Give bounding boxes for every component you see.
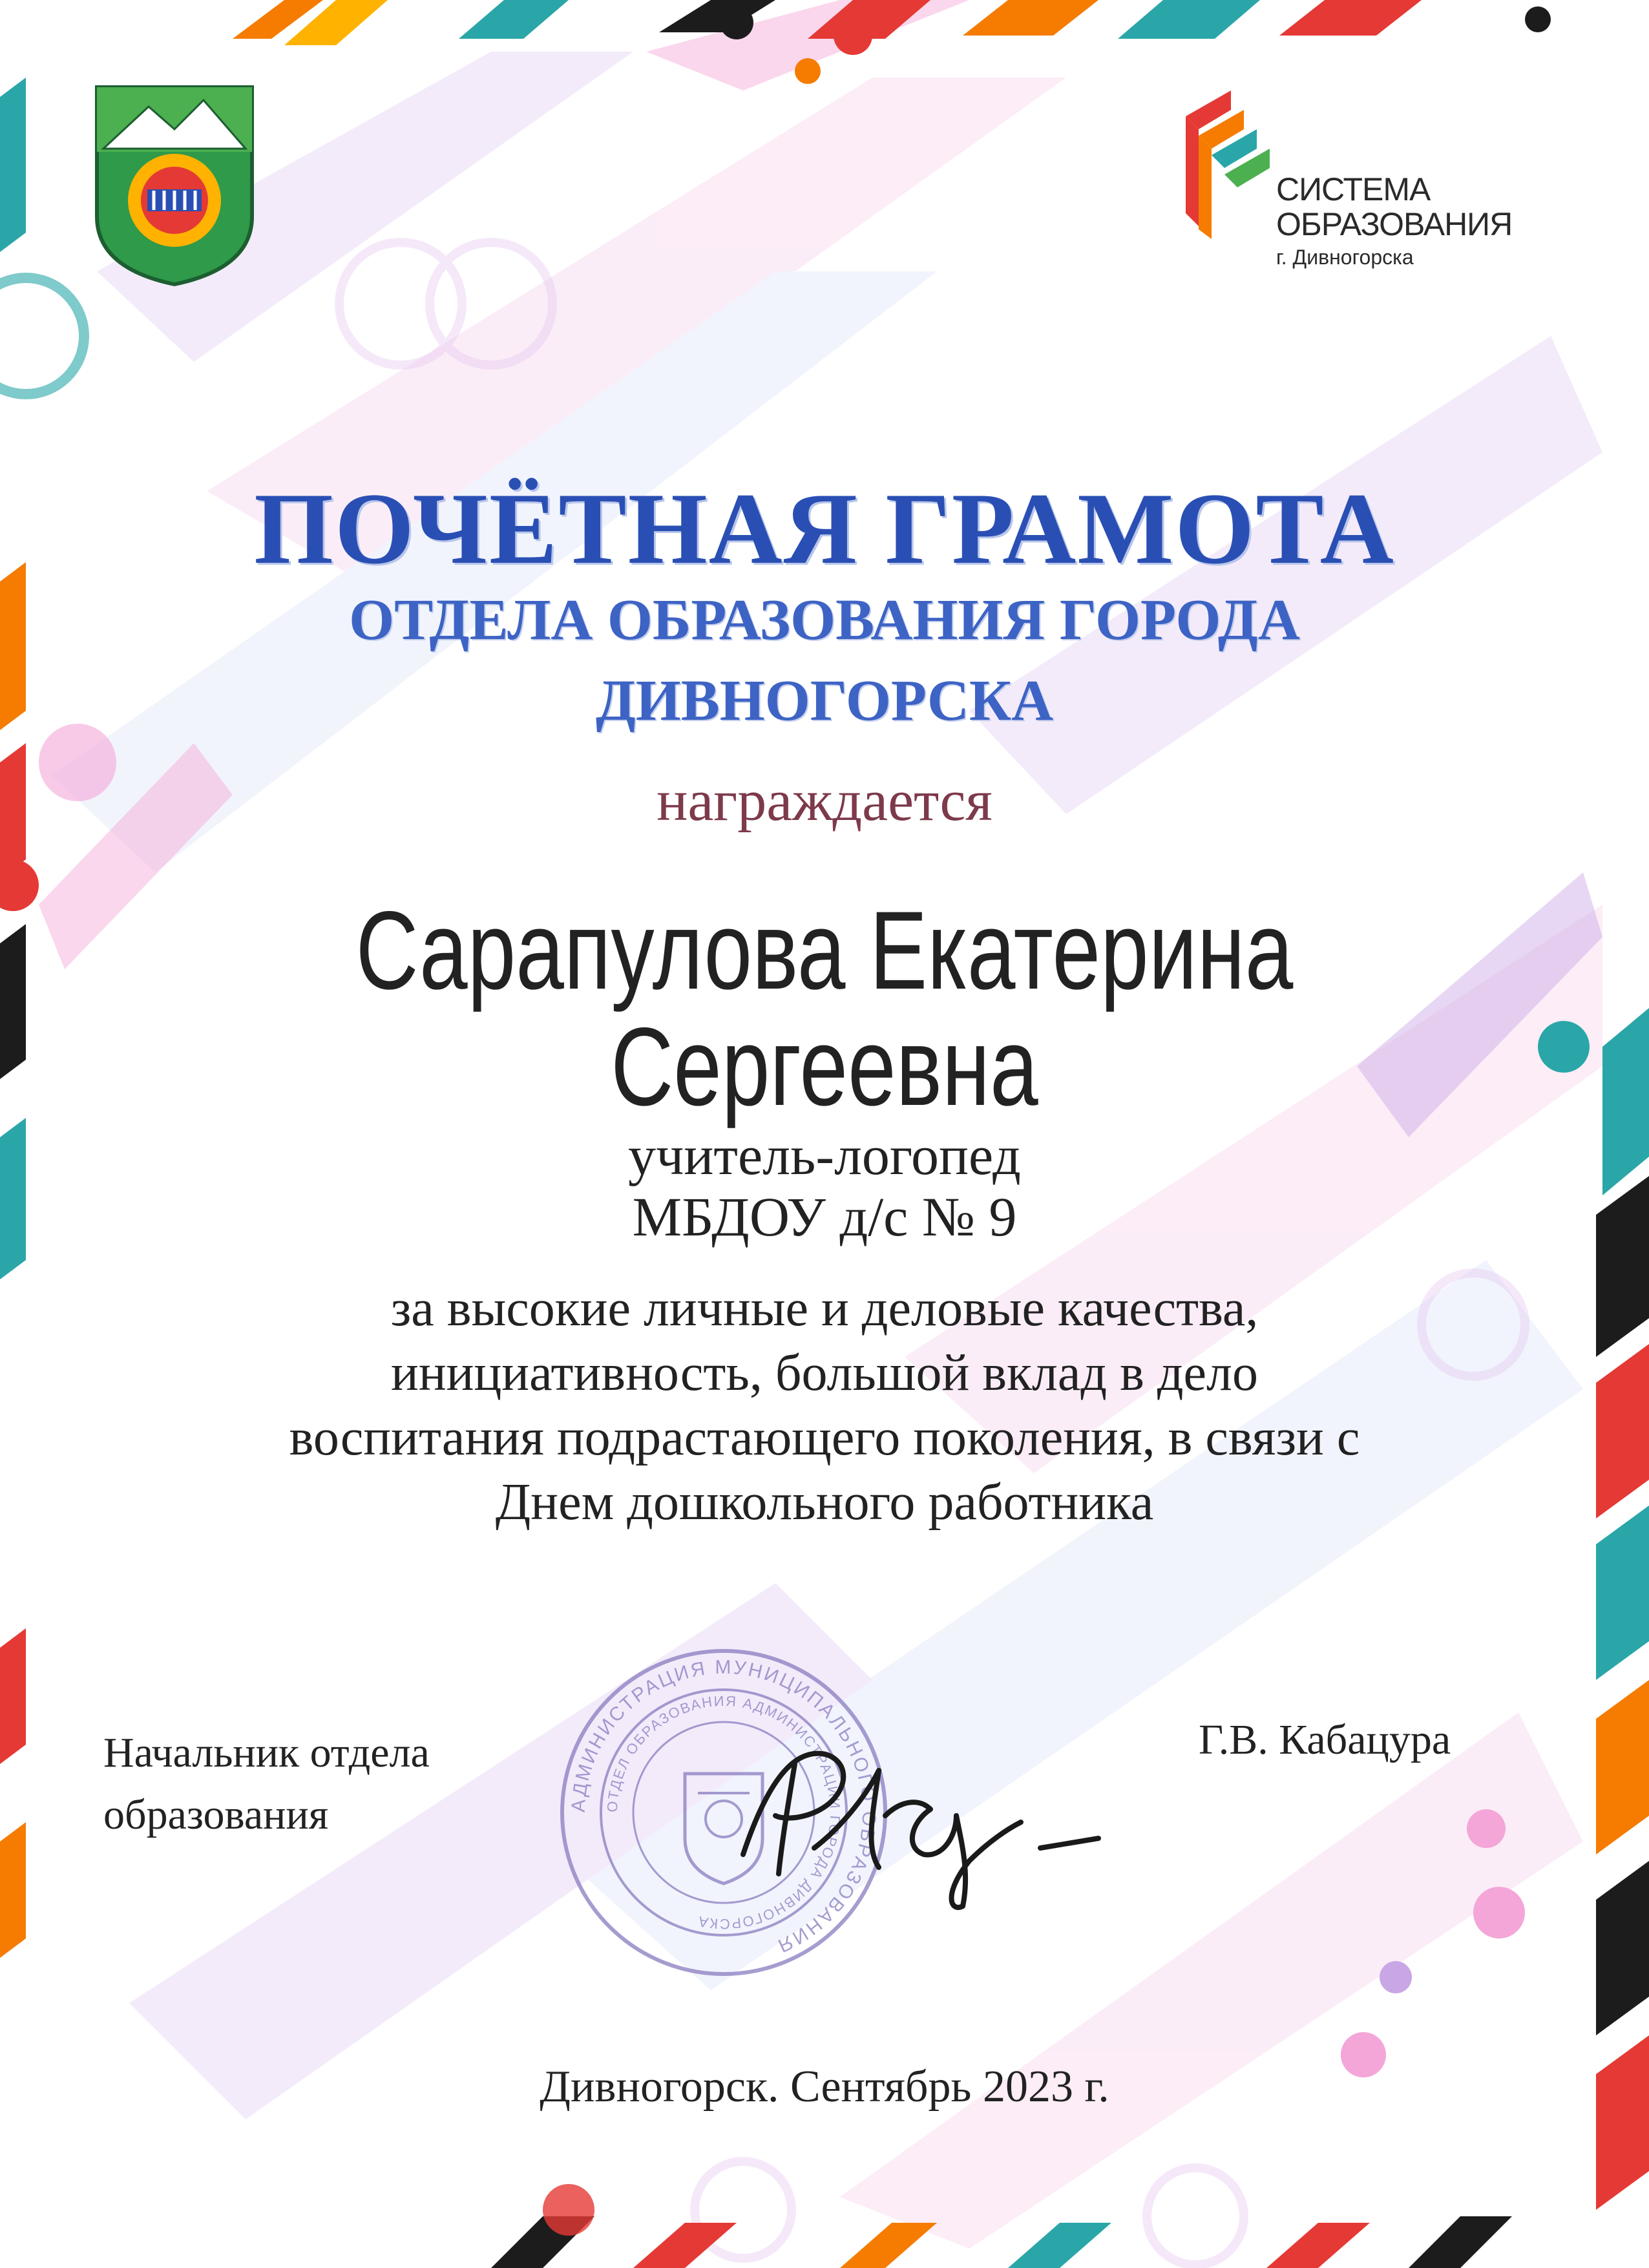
place-date-footer: Дивногорск. Сентябрь 2023 г. bbox=[540, 2062, 1109, 2112]
handwritten-signature bbox=[717, 1719, 1118, 1913]
stamp-inner-text: ОТДЕЛ ОБРАЗОВАНИЯ АДМИНИСТРАЦИИ ГОРОДА ДИВНОГОРСКА bbox=[604, 1692, 844, 1933]
recipient-position-line1: учитель-логопед bbox=[628, 1124, 1021, 1186]
recipient-name-line2: Сергеевна bbox=[611, 1005, 1038, 1129]
system-education-logo-icon bbox=[1186, 78, 1276, 271]
system-logo-text-line1: СИСТЕМА bbox=[1276, 171, 1431, 207]
signatory-title-line1: Начальник отдела bbox=[103, 1729, 430, 1776]
stamp-outer-text: АДМИНИСТРАЦИЯ МУНИЦИПАЛЬНОГО ОБРАЗОВАНИЯ bbox=[567, 1656, 880, 1957]
signatory-title bbox=[103, 1722, 430, 1845]
coat-of-arms-icon bbox=[90, 81, 258, 288]
certificate-subtitle-line2: ДИВНОГОРСКА bbox=[595, 669, 1054, 733]
system-logo-text-line2: ОБРАЗОВАНИЯ bbox=[1276, 206, 1513, 242]
award-reason-line1: за высокие личные и деловые качества, bbox=[390, 1280, 1259, 1337]
signatory-title-line2: образования bbox=[103, 1790, 329, 1838]
system-education-logo bbox=[1186, 78, 1522, 271]
recipient-position-line2: МБДОУ д/с № 9 bbox=[632, 1186, 1017, 1248]
awarded-label: награждается bbox=[656, 769, 993, 833]
recipient-name-line1: Сарапулова Екатерина bbox=[355, 888, 1294, 1013]
award-reason-line2: инициативность, большой вклад в дело bbox=[391, 1345, 1258, 1402]
certificate-subtitle-line1: ОТДЕЛА ОБРАЗОВАНИЯ ГОРОДА bbox=[349, 588, 1300, 652]
award-reason-line3: воспитания подрастающего поколения, в связи с bbox=[289, 1409, 1360, 1466]
signer-name: Г.В. Кабацура bbox=[1199, 1716, 1451, 1763]
certificate-title: ПОЧЁТНАЯ ГРАМОТА bbox=[254, 472, 1395, 585]
award-reason-line4: Днем дошкольного работника bbox=[495, 1474, 1154, 1531]
system-logo-text-line3: г. Дивногорска bbox=[1276, 246, 1414, 269]
